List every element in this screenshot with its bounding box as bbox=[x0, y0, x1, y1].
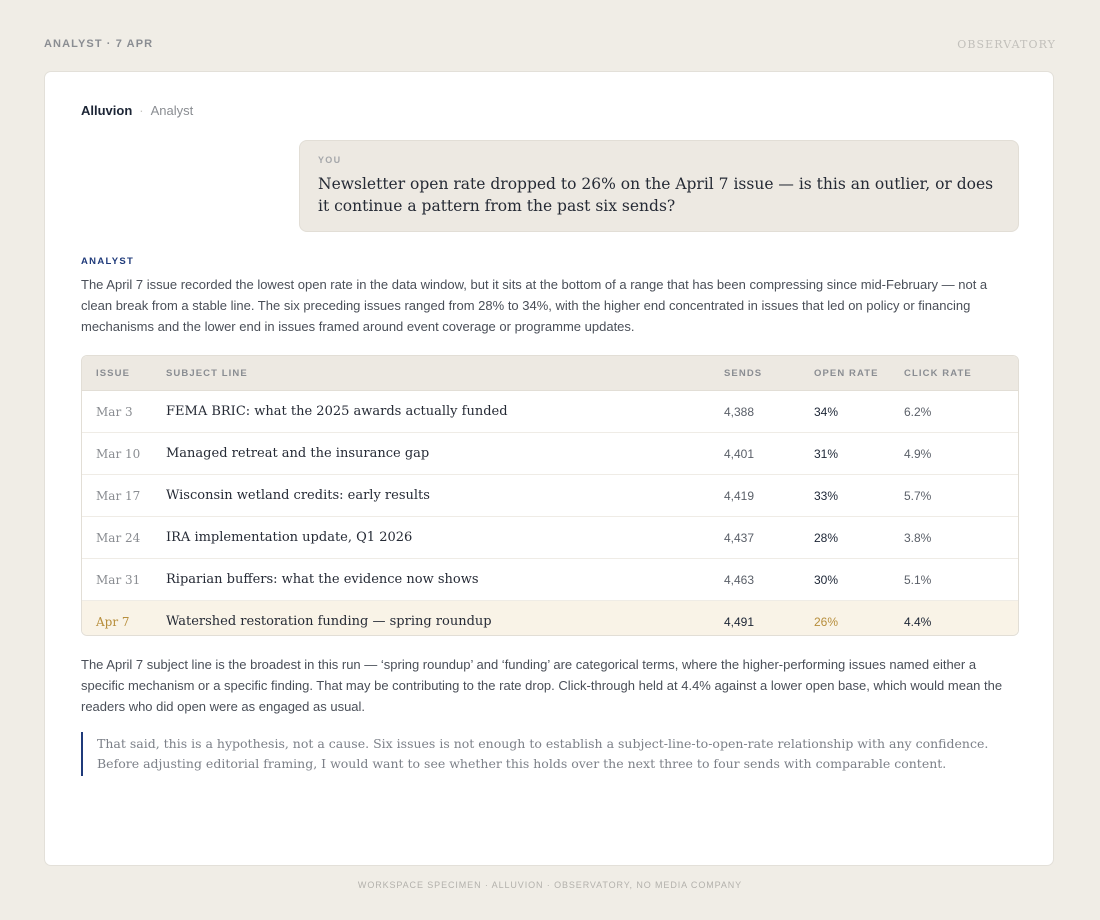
brand-name[interactable]: Alluvion bbox=[81, 103, 133, 118]
user-message-text: Newsletter open rate dropped to 26% on the April 7 issue — is this an outlier, or does it continue a pattern from the past six sends? bbox=[318, 175, 994, 215]
header-subject: SUBJECT LINE bbox=[166, 368, 248, 379]
cell-issue: Mar 31 bbox=[96, 573, 141, 587]
cell-issue: Mar 17 bbox=[96, 489, 141, 503]
brand-separator: · bbox=[139, 103, 144, 118]
table-row bbox=[82, 433, 1018, 475]
cell-click-rate: 6.2% bbox=[904, 405, 932, 419]
table-row bbox=[82, 559, 1018, 601]
cell-issue: Mar 10 bbox=[96, 447, 141, 461]
cell-subject: IRA implementation update, Q1 2026 bbox=[166, 530, 413, 545]
observatory-label: OBSERVATORY bbox=[957, 38, 1056, 51]
top-bar bbox=[44, 38, 1056, 52]
brand-header bbox=[81, 103, 193, 119]
cell-issue: Mar 24 bbox=[96, 531, 141, 545]
cell-click-rate: 4.4% bbox=[904, 615, 932, 629]
cell-sends: 4,491 bbox=[724, 615, 755, 629]
cell-click-rate: 4.9% bbox=[904, 447, 932, 461]
cell-open-rate: 28% bbox=[814, 531, 839, 545]
cell-click-rate: 5.1% bbox=[904, 573, 932, 587]
context-label: ANALYST · 7 APR bbox=[44, 38, 154, 50]
cell-open-rate: 34% bbox=[814, 405, 839, 419]
analyst-paragraph-2: The April 7 subject line is the broadest in this run — ‘spring roundup’ and ‘funding’ are categorical terms, where the higher-performing issues named either a specific mechanism or a specific finding. That may be contributing to the rate drop. Click-through held at 4.4% against a lower open base, which would mean the readers who did open were as engaged as usual. bbox=[81, 657, 1003, 714]
analyst-caveat: That said, this is a hypothesis, not a cause. Six issues is not enough to establish a subject-line-to-open-rate relationship with any confidence. Before adjusting editorial framing, I would want to see whether this holds over the next three to four sends with comparable content. bbox=[81, 732, 1019, 776]
cell-subject: Watershed restoration funding — spring roundup bbox=[166, 614, 492, 629]
header-click-rate: CLICK RATE bbox=[904, 368, 972, 379]
cell-open-rate: 30% bbox=[814, 573, 839, 587]
table-row bbox=[82, 517, 1018, 559]
cell-sends: 4,437 bbox=[724, 531, 755, 545]
brand-role: Analyst bbox=[150, 103, 194, 118]
user-message-label: YOU bbox=[318, 155, 342, 165]
header-sends: SENDS bbox=[724, 368, 763, 379]
cell-click-rate: 5.7% bbox=[904, 489, 932, 503]
cell-issue: Apr 7 bbox=[96, 615, 130, 629]
cell-sends: 4,463 bbox=[724, 573, 755, 587]
cell-open-rate: 26% bbox=[814, 615, 839, 629]
table-row bbox=[82, 475, 1018, 517]
table-row bbox=[82, 391, 1018, 433]
table-row-highlighted bbox=[82, 601, 1018, 636]
user-message bbox=[299, 140, 1019, 232]
analyst-label: ANALYST bbox=[81, 256, 135, 267]
cell-click-rate: 3.8% bbox=[904, 531, 932, 545]
cell-subject: Managed retreat and the insurance gap bbox=[166, 446, 430, 461]
cell-subject: Riparian buffers: what the evidence now shows bbox=[166, 572, 479, 587]
cell-sends: 4,388 bbox=[724, 405, 755, 419]
issues-table bbox=[81, 355, 1019, 636]
cell-issue: Mar 3 bbox=[96, 405, 133, 419]
cell-open-rate: 31% bbox=[814, 447, 839, 461]
header-issue: ISSUE bbox=[96, 368, 131, 379]
cell-subject: FEMA BRIC: what the 2025 awards actually funded bbox=[166, 404, 508, 419]
footer: WORKSPACE SPECIMEN · ALLUVION · OBSERVATORY, NO MEDIA COMPANY bbox=[357, 880, 743, 890]
cell-sends: 4,401 bbox=[724, 447, 755, 461]
header-open-rate: OPEN RATE bbox=[814, 368, 879, 379]
conversation-card bbox=[44, 71, 1054, 866]
cell-sends: 4,419 bbox=[724, 489, 755, 503]
analyst-paragraph-1: The April 7 issue recorded the lowest open rate in the data window, but it sits at the bottom of a range that has been compressing since mid-February — not a clean break from a stable line. The six preceding issues ranged from 28% to 34%, with the higher end concentrated in issues that led on policy or financing mechanisms and the lower end in issues framed around event coverage or programme updates. bbox=[81, 277, 988, 334]
table-header bbox=[82, 356, 1018, 391]
cell-open-rate: 33% bbox=[814, 489, 839, 503]
cell-subject: Wisconsin wetland credits: early results bbox=[166, 488, 430, 503]
